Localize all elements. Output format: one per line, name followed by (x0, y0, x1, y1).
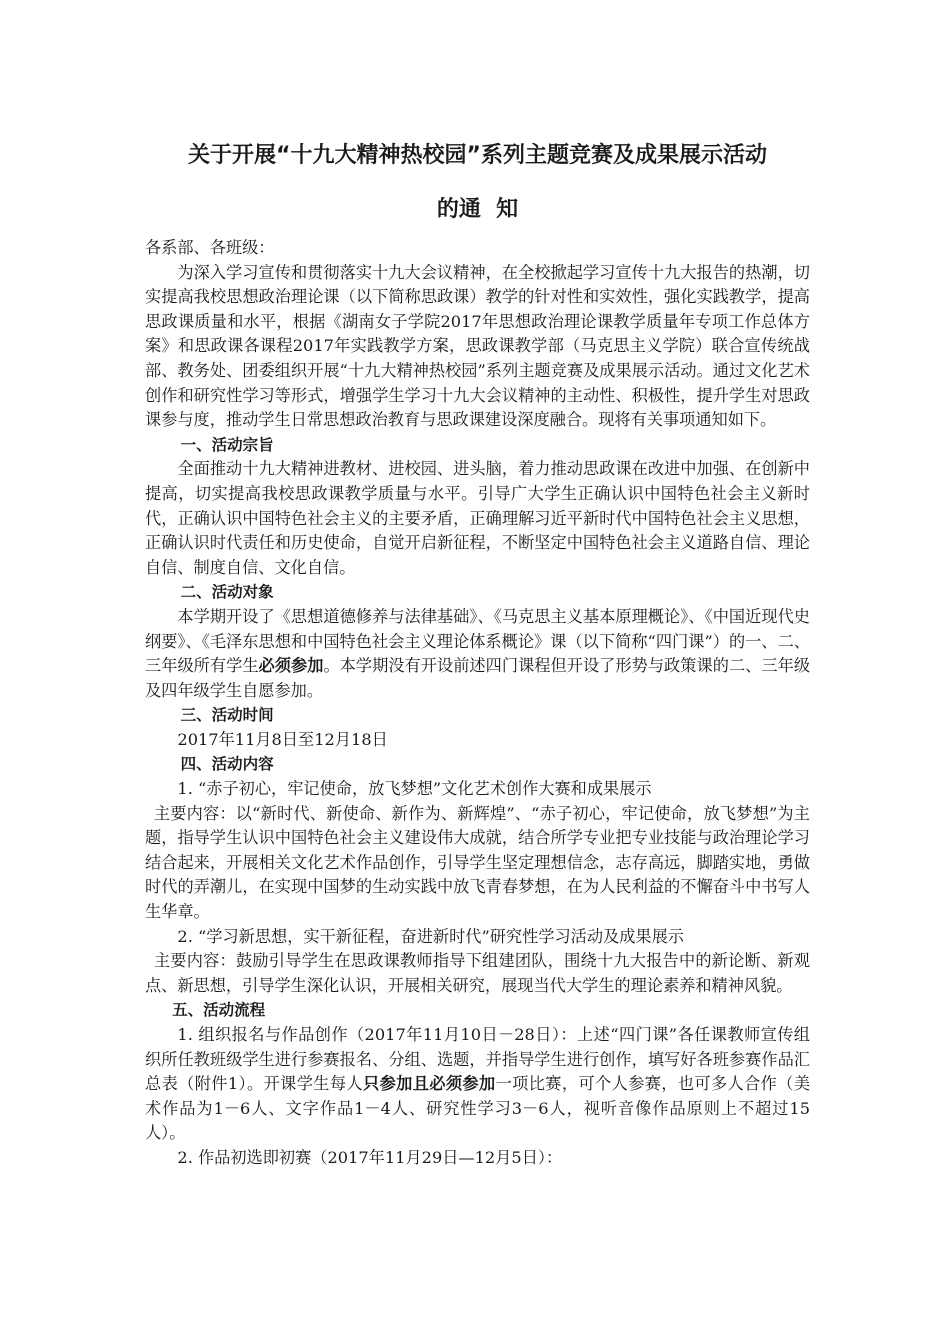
section-time-text: 2017年11月8日至12月18日 (177, 729, 388, 749)
content-item1-text: 主要内容：以“新时代、新使命、新作为、新辉煌”、“赤子初心，牢记使命，放飞梦想”为主题，指导学生认识中国特色社会主义建设伟大成就，结合所学专业把专业技能与政治理论学习结合起来，开展相关文化艺术作品创作，引导学生坚定理想信念，志存高远，脚踏实地，勇做时代的弄潮儿，在实现中国梦的生动实践中放飞青春梦想，在为人民利益的不懈奋斗中书写人生华章。 (145, 803, 810, 922)
section-heading-content: 四、活动内容 (180, 755, 274, 774)
section-heading-purpose: 一、活动宗旨 (180, 435, 274, 454)
document-title: 关于开展“十九大精神热校园”系列主题竞赛及成果展示活动 (188, 143, 767, 168)
intro-paragraph: 为深入学习宣传和贯彻落实十九大会议精神，在全校掀起学习宣传十九大报告的热潮，切实提高我校思想政治理论课（以下简称思政课）教学的针对性和实效性，强化实践教学，提高思政课质量和水平，根据《湖南女子学院2017年思想政治理论课教学质量年专项工作总体方案》和思政课各课程2017年实践教学方案，思政课教学部（马克思主义学院）联合宣传统战部、教务处、团委组织开展“十九大精神热校园”系列主题竞赛及成果展示活动。通过文化艺术创作和研究性学习等形式，增强学生学习十九大会议精神的主动性、积极性，提升学生对思政课参与度，推动学生日常思想政治教育与思政课建设深度融合。现将有关事项通知如下。 (145, 262, 810, 430)
document-page (145, 128, 810, 1171)
process-step2-text: 2. 作品初选即初赛（2017年11月29日—12月5日）： (177, 1147, 563, 1167)
participants-text-part-b: 。本学期没有开设前述四门课程但开设了形势与政策课的二、三年级及四年级学生自愿参加。 (145, 656, 811, 700)
content-item2-text: 主要内容：鼓励引导学生在思政课教师指导下组建团队，围绕十九大报告中的新论断、新观点、新思想，引导学生深化认识，开展相关研究，展现当代大学生的理论素养和精神风貌。 (145, 951, 810, 995)
content-item2-title: 2. “学习新思想，实干新征程，奋进新时代”研究性学习活动及成果展示 (177, 926, 684, 946)
process-step1-emphasis: 只参加且必须参加 (363, 1074, 496, 1094)
process-step1-part-b: 一项比赛，可个人参赛，也可多人合作（美术作品为1－6人、文字作品1－4人、研究性学习3－6人，视听音像作品原则上不超过15人）。 (145, 1074, 811, 1143)
section-heading-time: 三、活动时间 (180, 706, 274, 725)
participants-text-part-a: 本学期开设了《思想道德修养与法律基础》、《马克思主义基本原理概论》、《中国近现代史纲要》、《毛泽东思想和中国特色社会主义理论体系概论》课（以下简称“四门课”）的一、二、三年级所有学生 (145, 606, 810, 676)
section-purpose-text: 全面推动十九大精神进教材、进校园、进头脑，着力推动思政课在改进中加强、在创新中提高，切实提高我校思政课教学质量与水平。引导广大学生正确认识中国特色社会主义新时代，正确认识中国特色社会主义的主要矛盾，正确理解习近平新时代中国特色社会主义思想，正确认识时代责任和历史使命，自觉开启新征程，不断坚定中国特色社会主义道路自信、理论自信、制度自信、文化自信。 (145, 459, 810, 577)
section-heading-participants: 二、活动对象 (180, 583, 274, 602)
salutation: 各系部、各班级： (145, 238, 275, 257)
process-step1-text (145, 1023, 810, 1146)
document-title-line2: 的通 知 (436, 197, 519, 222)
section-heading-process: 五、活动流程 (172, 1001, 266, 1020)
document-body (145, 236, 810, 1171)
participants-emphasis: 必须参加 (258, 656, 324, 676)
content-item1-title: 1. “赤子初心，牢记使命，放飞梦想”文化艺术创作大赛和成果展示 (177, 779, 652, 799)
section-participants-text (145, 605, 810, 703)
process-step1-part-a: 1. 组织报名与作品创作（2017年11月10日－28日）：上述“四门课”各任课教师宣传组织所任教班级学生进行参赛报名、分组、选题，并指导学生进行创作，填写好各班参赛作品汇总表（附件1）。开课学生每人 (145, 1025, 810, 1094)
